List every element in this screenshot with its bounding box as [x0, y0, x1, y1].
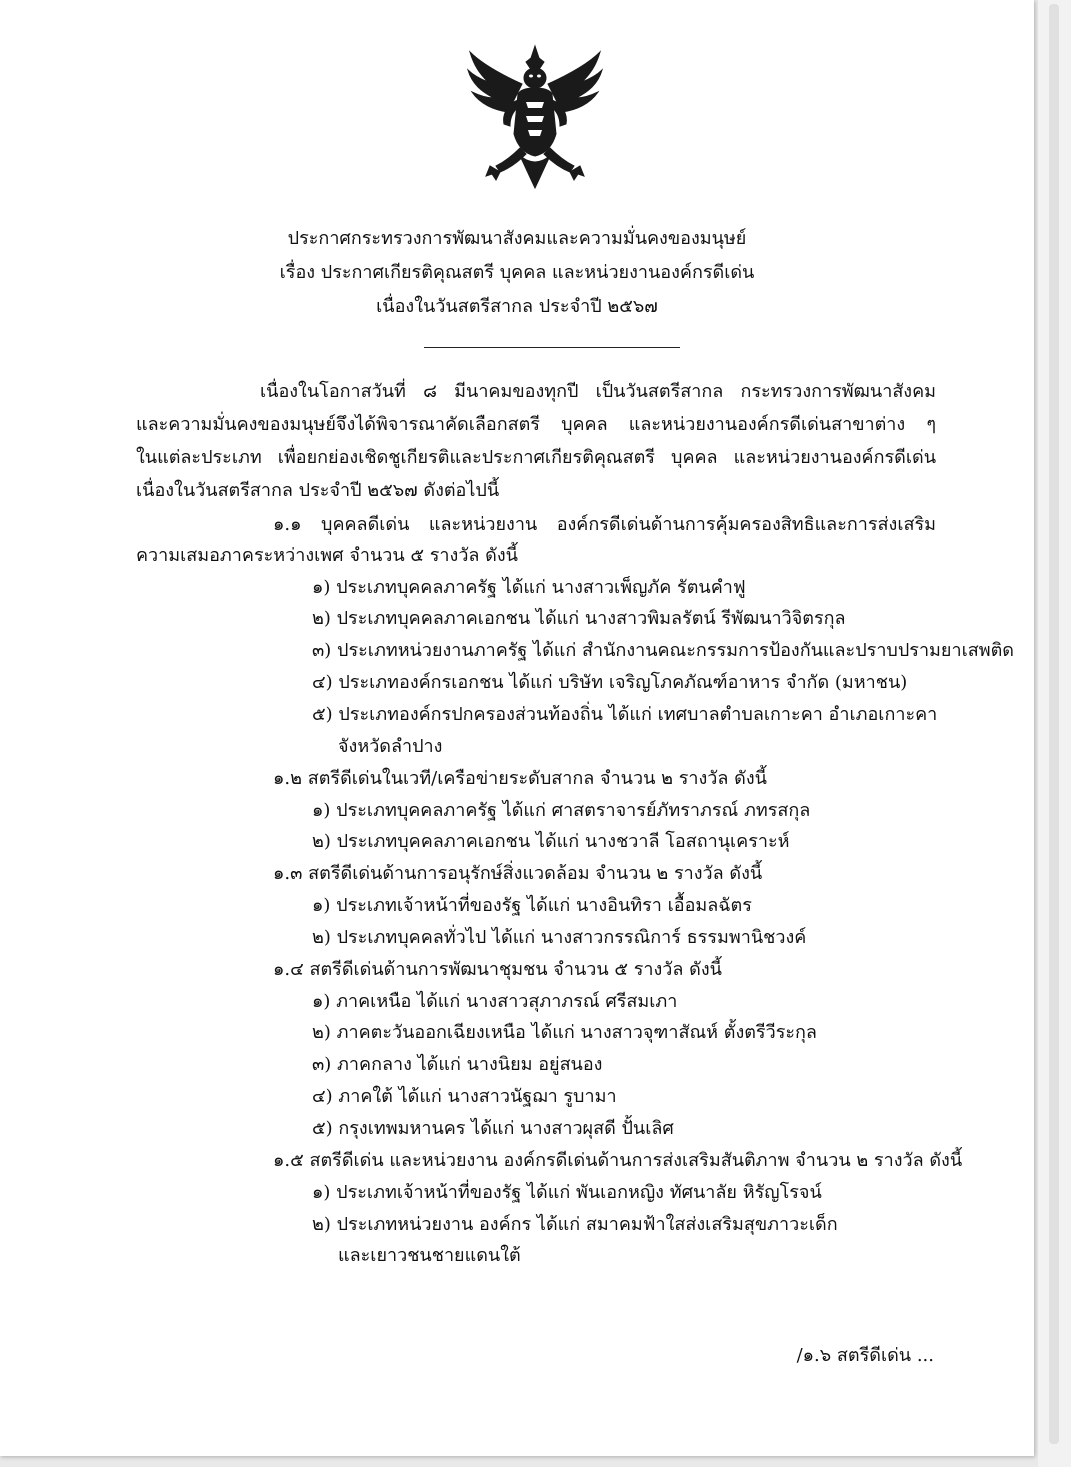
- list-item-cont: จังหวัดลำปาง: [338, 736, 443, 757]
- section-1-2-title: ๑.๒ สตรีดีเด่นในเวที/เครือข่ายระดับสากล จำนวน ๒ รางวัล ดังนี้: [273, 768, 767, 789]
- scrollbar-thumb[interactable]: [1049, 4, 1059, 1444]
- list-item: ๔) ประเภทองค์กรเอกชน ได้แก่ บริษัท เจริญโภคภัณฑ์อาหาร จำกัด (มหาชน): [312, 672, 908, 693]
- list-item: ๒) ประเภทหน่วยงาน องค์กร ได้แก่ สมาคมฟ้าใสส่งเสริมสุขภาวะเด็ก: [312, 1214, 838, 1235]
- list-item: ๓) ภาคกลาง ได้แก่ นางนิยม อยู่สนอง: [312, 1054, 603, 1075]
- list-item: ๔) ภาคใต้ ได้แก่ นางสาวนัฐฌา รูบามา: [312, 1086, 617, 1107]
- intro-line-1: เนื่องในโอกาสวันที่ ๘ มีนาคมของทุกปี เป็นวันสตรีสากล กระทรวงการพัฒนาสังคม: [260, 381, 936, 402]
- list-item: ๒) ประเภทบุคคลทั่วไป ได้แก่ นางสาวกรรณิการ์ ธรรมพานิชวงค์: [312, 927, 807, 948]
- list-item: ๒) ประเภทบุคคลภาคเอกชน ได้แก่ นางสาวพิมลรัตน์ รีพัฒนาวิจิตรกุล: [312, 608, 846, 629]
- list-item: ๑) ประเภทบุคคลภาครัฐ ได้แก่ นางสาวเพ็ญภัค รัตนคำฟู: [312, 577, 746, 598]
- intro-line-3: ในแต่ละประเภท เพื่อยกย่องเชิดชูเกียรติและประกาศเกียรติคุณสตรี บุคคล และหน่วยงานองค์กรดีเด่น: [136, 447, 936, 468]
- section-1-3-title: ๑.๓ สตรีดีเด่นด้านการอนุรักษ์สิ่งแวดล้อม จำนวน ๒ รางวัล ดังนี้: [273, 863, 763, 884]
- list-item: ๑) ภาคเหนือ ได้แก่ นางสาวสุภาภรณ์ ศรีสมเภา: [312, 991, 678, 1012]
- section-1-1-title-cont: ความเสมอภาคระหว่างเพศ จำนวน ๕ รางวัล ดังนี้: [136, 545, 518, 566]
- list-item: ๕) กรุงเทพมหานคร ได้แก่ นางสาวผุสดี ปั้นเลิศ: [312, 1118, 674, 1139]
- intro-line-2: และความมั่นคงของมนุษย์จึงได้พิจารณาคัดเลือกสตรี บุคคล และหน่วยงานองค์กรดีเด่นสาขาต่าง ๆ: [136, 414, 936, 435]
- announcement-title: ประกาศกระทรวงการพัฒนาสังคมและความมั่นคงของมนุษย์: [287, 228, 747, 249]
- list-item: ๕) ประเภทองค์กรปกครองส่วนท้องถิ่น ได้แก่ เทศบาลตำบลเกาะคา อำเภอเกาะคา: [312, 704, 938, 725]
- garuda-emblem: [460, 44, 610, 190]
- intro-line-4: เนื่องในวันสตรีสากล ประจำปี ๒๕๖๗ ดังต่อไปนี้: [136, 480, 500, 501]
- list-item: ๑) ประเภทเจ้าหน้าที่ของรัฐ ได้แก่ นางอินทิรา เอื้อมลฉัตร: [312, 895, 752, 916]
- list-item: ๒) ประเภทบุคคลภาคเอกชน ได้แก่ นางชวาลี โอสถานุเคราะห์: [312, 831, 790, 852]
- list-item: ๑) ประเภทเจ้าหน้าที่ของรัฐ ได้แก่ พันเอกหญิง ทัศนาลัย หิรัญโรจน์: [312, 1182, 822, 1203]
- list-item: ๓) ประเภทหน่วยงานภาครัฐ ได้แก่ สำนักงานคณะกรรมการป้องกันและปราบปรามยาเสพติด: [312, 640, 1014, 661]
- announcement-occasion: เนื่องในวันสตรีสากล ประจำปี ๒๕๖๗: [376, 296, 658, 317]
- list-item: ๑) ประเภทบุคคลภาครัฐ ได้แก่ ศาสตราจารย์ภัทราภรณ์ ภทรสกุล: [312, 800, 811, 821]
- page-continuation: /๑.๖ สตรีดีเด่น ...: [796, 1345, 934, 1366]
- list-item-cont: และเยาวชนชายแดนใต้: [338, 1245, 521, 1266]
- section-1-5-title: ๑.๕ สตรีดีเด่น และหน่วยงาน องค์กรดีเด่นด้านการส่งเสริมสันติภาพ จำนวน ๒ รางวัล ดังนี้: [273, 1150, 963, 1171]
- section-1-1-title: ๑.๑ บุคคลดีเด่น และหน่วยงาน องค์กรดีเด่นด้านการคุ้มครองสิทธิและการส่งเสริม: [273, 514, 936, 535]
- section-1-4-title: ๑.๔ สตรีดีเด่นด้านการพัฒนาชุมชน จำนวน ๕ รางวัล ดังนี้: [273, 959, 722, 980]
- list-item: ๒) ภาคตะวันออกเฉียงเหนือ ได้แก่ นางสาวจุฑาสัณห์ ตั้งตรีวีระกุล: [312, 1022, 817, 1043]
- heading-divider: [424, 347, 680, 348]
- announcement-subject: เรื่อง ประกาศเกียรติคุณสตรี บุคคล และหน่วยงานองค์กรดีเด่น: [279, 262, 755, 283]
